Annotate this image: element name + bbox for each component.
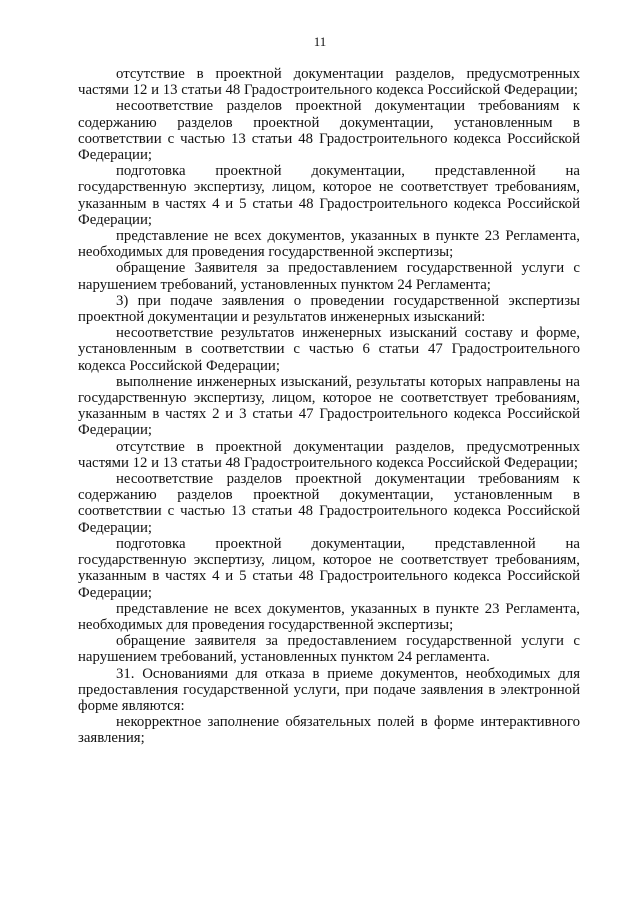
paragraph-2: несоответствие разделов проектной документации требованиям к содержанию разделов проектной документации, установленным в соответствии с частью 13 статьи 48 Градостроительного кодекса Российской Федерации; <box>78 98 580 164</box>
paragraph-13: обращение заявителя за предоставлением государственной услуги с нарушением требований, установленных пунктом 24 регламента. <box>78 633 580 666</box>
paragraph-1: отсутствие в проектной документации разделов, предусмотренных частями 12 и 13 статьи 48 Градостроительного кодекса Российской Федерации; <box>78 66 580 99</box>
paragraph-10: несоответствие разделов проектной документации требованиям к содержанию разделов проектной документации, установленным в соответствии с частью 13 статьи 48 Градостроительного кодекса Российской Федерации; <box>78 471 580 536</box>
paragraph-11: подготовка проектной документации, представленной на государственную экспертизу, лицом, которое не соответствует требованиям, указанным в частях 4 и 5 статьи 48 Градостроительного кодекса Российской Федерации; <box>78 535 580 601</box>
page-number: 11 <box>313 34 327 49</box>
paragraph-7: несоответствие результатов инженерных изысканий составу и форме, установленным в соответствии с частью 6 статьи 47 Градостроительного кодекса Российской Федерации; <box>78 325 580 374</box>
document-body <box>78 66 580 747</box>
paragraph-9: отсутствие в проектной документации разделов, предусмотренных частями 12 и 13 статьи 48 Градостроительного кодекса Российской Федерации; <box>78 438 580 471</box>
paragraph-4: представление не всех документов, указанных в пункте 23 Регламента, необходимых для проведения государственной экспертизы; <box>78 228 580 261</box>
paragraph-15: некорректное заполнение обязательных полей в форме интерактивного заявления; <box>78 714 580 747</box>
paragraph-8: выполнение инженерных изысканий, результаты которых направлены на государственную экспертизу, лицом, которое не соответствует требованиям, указанным в частях 2 и 3 статьи 47 Градостроительного кодекса Российской Федерации; <box>78 373 580 439</box>
paragraph-14: 31. Основаниями для отказа в приеме документов, необходимых для предоставления государственной услуги, при подаче заявления в электронной форме являются: <box>78 665 580 714</box>
paragraph-6: 3) при подаче заявления о проведении государственной экспертизы проектной документации и результатов инженерных изысканий: <box>78 292 580 326</box>
paragraph-3: подготовка проектной документации, представленной на государственную экспертизу, лицом, которое не соответствует требованиям, указанным в частях 4 и 5 статьи 48 Градостроительного кодекса Российской Федерации; <box>78 163 580 228</box>
paragraph-5: обращение Заявителя за предоставлением государственной услуги с нарушением требований, установленных пунктом 24 Регламента; <box>78 260 580 293</box>
paragraph-12: представление не всех документов, указанных в пункте 23 Регламента, необходимых для проведения государственной экспертизы; <box>78 600 580 633</box>
